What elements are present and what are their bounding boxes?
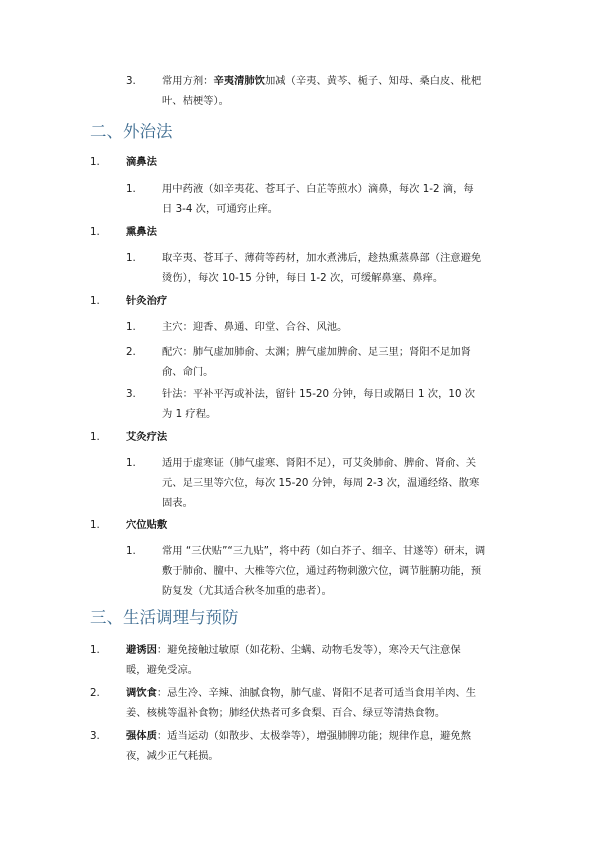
text-line: 烫伤），每次 10-15 分钟，每日 1-2 次，可缓解鼻塞、鼻痒。 [162,272,444,284]
list-number: 1. [90,295,100,307]
subheading-nose-drops: 滴鼻法 [126,156,157,168]
subheading-acupoint-application: 穴位贴敷 [126,519,168,531]
list-number: 1. [126,321,136,333]
list-number: 1. [90,156,100,168]
text-line: 针法：平补平泻或补法，留针 15-20 分钟，每日或隔日 1 次，10 次 [162,388,476,400]
text-line: 常用 “三伏贴”“三九贴”，将中药（如白芥子、细辛、甘遂等）研末，调 [162,545,486,557]
list-item-fitness [126,726,506,766]
list-number: 1. [90,644,100,656]
list-number: 2. [126,346,136,358]
text-line: ：忌生冷、辛辣、油腻食物，肺气虚、肾阳不足者可适当食用羊肉、生 [156,687,477,699]
section-heading-external-therapy: 二、外治法 [90,122,173,141]
text-line: 敷于肺俞、膻中、大椎等穴位，通过药物刺激穴位，调节脏腑功能，预 [162,565,482,577]
list-number: 3. [90,730,100,742]
list-number: 1. [126,183,136,195]
text-line: 俞、命门。 [162,366,214,378]
text-line: 暖，避免受凉。 [126,664,199,676]
text-line: 配穴：肺气虚加肺俞、太渊；脾气虚加脾俞、足三里；肾阳不足加肾 [162,346,471,358]
text-line: ：适当运动（如散步、太极拳等），增强肺脾功能；规律作息，避免熬 [156,730,471,742]
text-line: 为 1 疗程。 [162,408,217,420]
list-item-text [162,342,512,382]
list-number: 3. [126,388,136,400]
prescription-name: 辛夷清肺饮 [213,75,265,87]
text-line: 用中药液（如辛夷花、苍耳子、白芷等煎水）滴鼻，每次 1-2 滴，每 [162,183,474,195]
item-text-line1: 加减（辛夷、黄芩、栀子、知母、桑白皮、枇杷 [264,75,482,87]
list-number: 1. [126,545,136,557]
list-number: 1. [90,431,100,443]
list-number: 2. [90,687,100,699]
text-line: 适用于虚寒证（肺气虚寒、肾阳不足），可艾灸肺俞、脾俞、肾俞、关 [162,457,477,469]
text-line: 防复发（尤其适合秋冬加重的患者）。 [162,585,332,597]
text-line: 固表。 [162,497,193,509]
list-item-diet [126,683,506,723]
list-item-text [162,541,512,601]
item-bold-label: 避诱因 [126,644,157,656]
list-item-text [162,317,512,337]
text-line: 日 3-4 次，可通窍止痒。 [162,203,279,215]
text-line: 夜，减少正气耗损。 [126,750,219,762]
subheading-moxibustion: 艾灸疗法 [126,431,168,443]
list-number: 1. [90,226,100,238]
list-item-text [162,248,512,288]
list-item-text [162,384,512,424]
text-line: 姜、核桃等温补食物；肺经伏热者可多食梨、百合、绿豆等清热食物。 [126,707,446,719]
list-number: 3. [126,75,136,87]
text-line: ：避免接触过敏原（如花粉、尘螨、动物毛发等），寒冷天气注意保 [156,644,461,656]
subheading-steam-nose: 熏鼻法 [126,226,157,238]
item-text-line2: 叶、桔梗等）。 [162,95,229,107]
section-heading-lifestyle: 三、生活调理与预防 [90,608,239,627]
list-item-text [162,453,512,513]
item-bold-label: 强体质 [126,730,157,742]
list-number: 1. [90,519,100,531]
list-item-text [162,179,512,219]
text-line: 主穴：迎香、鼻通、印堂、合谷、风池。 [162,321,348,333]
item-bold-label: 调饮食 [126,687,157,699]
text-line: 取辛夷、苍耳子、薄荷等药材，加水煮沸后，趁热熏蒸鼻部（注意避免 [162,252,482,264]
list-item-avoid-triggers [126,640,506,680]
list-number: 1. [126,457,136,469]
subheading-acupuncture: 针灸治疗 [126,295,168,307]
text-line: 元、足三里等穴位，每次 15-20 分钟，每周 2-3 次，温通经络、散寒 [162,477,480,489]
list-item-prescription [162,71,512,111]
item-label: 常用方剂： [162,75,214,87]
list-number: 1. [126,252,136,264]
